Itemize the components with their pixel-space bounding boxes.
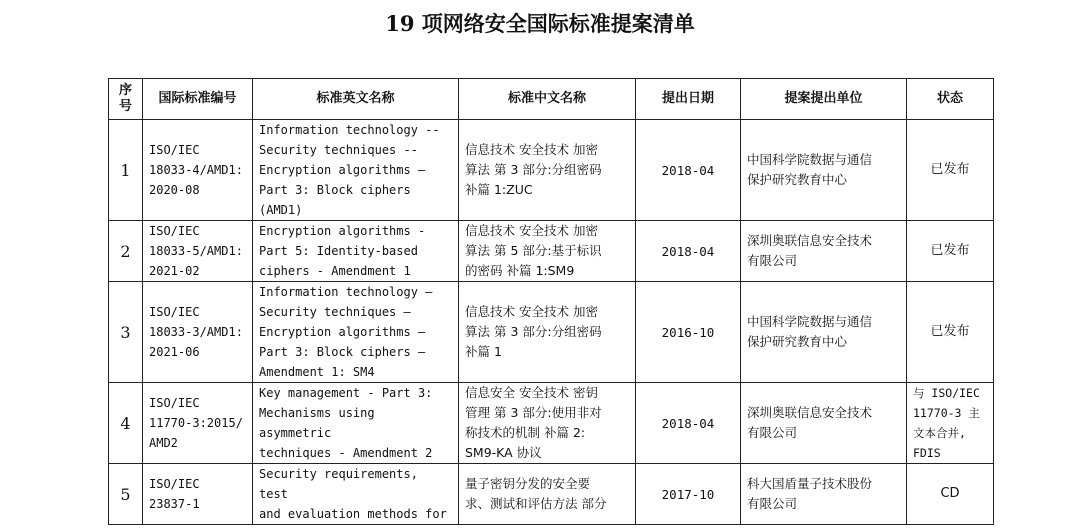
cell-date: 2018-04 [636, 120, 741, 221]
header-std-no: 国际标准编号 [143, 79, 253, 120]
cell-unit: 中国科学院数据与通信 保护研究教育中心 [741, 282, 907, 383]
cell-date: 2017-10 [636, 464, 741, 525]
cell-no: 1 [109, 120, 143, 221]
cell-unit: 深圳奥联信息安全技术 有限公司 [741, 383, 907, 464]
cell-unit: 科大国盾量子技术股份 有限公司 [741, 464, 907, 525]
cell-status: 已发布 [907, 221, 994, 282]
cell-en-name: Information technology -- Security techniques -- Encryption algorithms — Part 3: Block ciphers (AMD1) [253, 120, 459, 221]
table-row [109, 120, 994, 221]
cell-status: 已发布 [907, 120, 994, 221]
header-en-name: 标准英文名称 [253, 79, 459, 120]
header-no: 序号 [109, 79, 143, 120]
cell-date: 2016-10 [636, 282, 741, 383]
table-row [109, 383, 994, 464]
cell-no: 3 [109, 282, 143, 383]
cell-en-name: Key management - Part 3: Mechanisms using asymmetric techniques - Amendment 2 [253, 383, 459, 464]
cell-no: 2 [109, 221, 143, 282]
table-row [109, 464, 994, 525]
cell-en-name: Security requirements, test and evaluation methods for [253, 464, 459, 525]
cell-cn-name: 信息安全 安全技术 密钥 管理 第 3 部分:使用非对 称技术的机制 补篇 2: SM9-KA 协议 [459, 383, 636, 464]
header-status: 状态 [907, 79, 994, 120]
header-date: 提出日期 [636, 79, 741, 120]
header-cn-name: 标准中文名称 [459, 79, 636, 120]
cell-date: 2018-04 [636, 221, 741, 282]
header-unit: 提案提出单位 [741, 79, 907, 120]
cell-std-no: ISO/IEC 23837-1 [143, 464, 253, 525]
header-row [109, 79, 994, 120]
cell-std-no: ISO/IEC 11770-3:2015/ AMD2 [143, 383, 253, 464]
cell-en-name: Information technology — Security techniques — Encryption algorithms — Part 3: Block ciphers — Amendment 1: SM4 [253, 282, 459, 383]
table-row [109, 221, 994, 282]
cell-cn-name: 信息技术 安全技术 加密 算法 第 5 部分:基于标识 的密码 补篇 1:SM9 [459, 221, 636, 282]
cell-cn-name: 信息技术 安全技术 加密 算法 第 3 部分:分组密码 补篇 1 [459, 282, 636, 383]
table-row [109, 282, 994, 383]
cell-unit: 中国科学院数据与通信 保护研究教育中心 [741, 120, 907, 221]
cell-std-no: ISO/IEC 18033-4/AMD1: 2020-08 [143, 120, 253, 221]
cell-en-name: Encryption algorithms - Part 5: Identity-based ciphers - Amendment 1 [253, 221, 459, 282]
cell-no: 4 [109, 383, 143, 464]
cell-date: 2018-04 [636, 383, 741, 464]
cell-cn-name: 信息技术 安全技术 加密 算法 第 3 部分:分组密码 补篇 1:ZUC [459, 120, 636, 221]
cell-status: CD [907, 464, 994, 525]
cell-std-no: ISO/IEC 18033-3/AMD1: 2021-06 [143, 282, 253, 383]
cell-unit: 深圳奥联信息安全技术 有限公司 [741, 221, 907, 282]
cell-cn-name: 量子密钥分发的安全要 求、测试和评估方法 部分 [459, 464, 636, 525]
page-title: 19 项网络安全国际标准提案清单 [385, 11, 695, 36]
cell-status: 已发布 [907, 282, 994, 383]
cell-status: 与 ISO/IEC 11770-3 主 文本合并, FDIS [907, 383, 994, 464]
cell-std-no: ISO/IEC 18033-5/AMD1: 2021-02 [143, 221, 253, 282]
standards-table [108, 78, 994, 525]
cell-no: 5 [109, 464, 143, 525]
